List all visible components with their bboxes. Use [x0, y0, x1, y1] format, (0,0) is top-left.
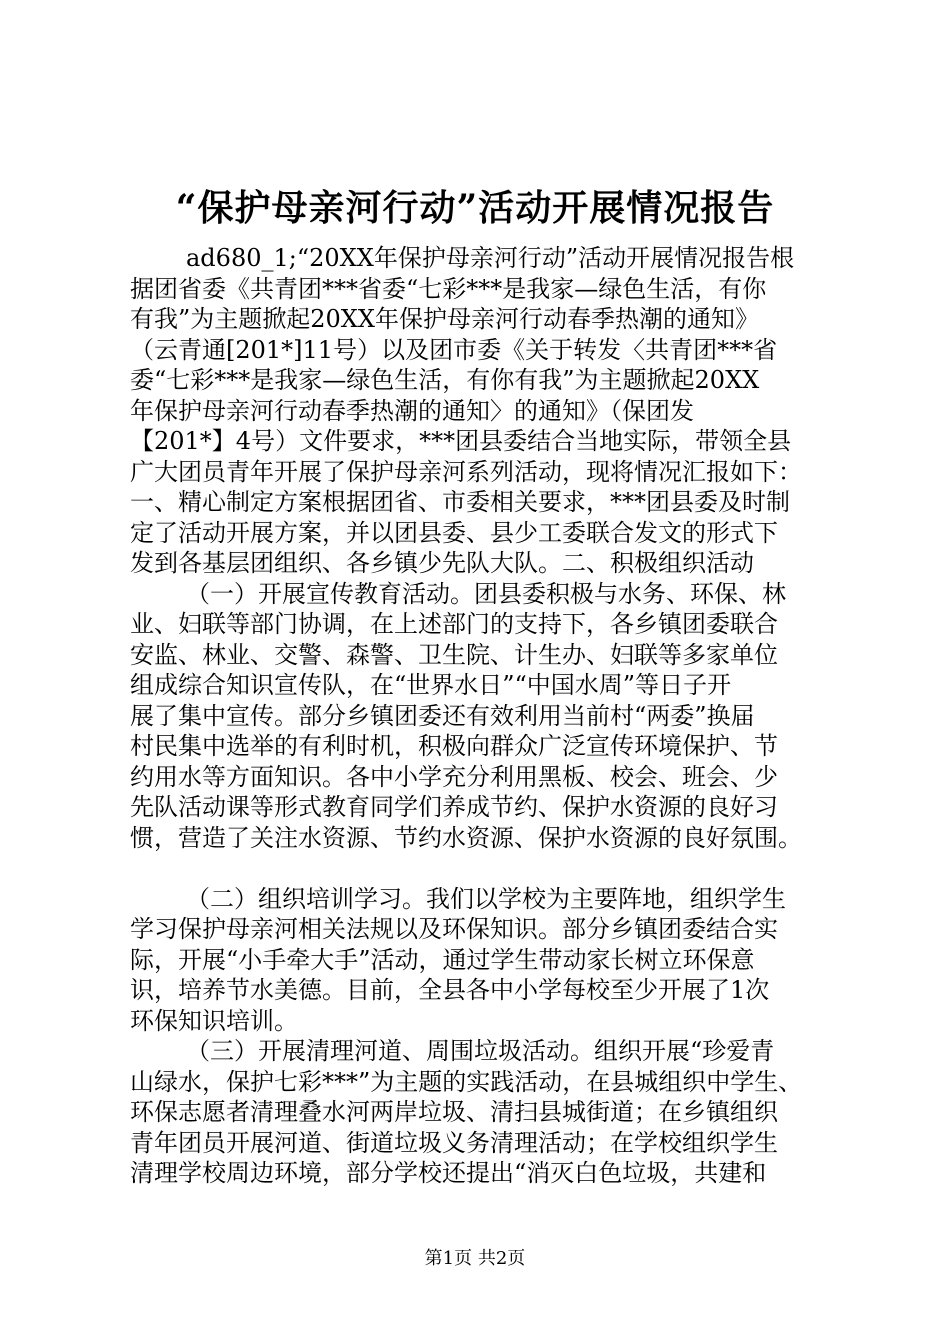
body-line: （三）开展清理河道、周围垃圾活动。组织开展“珍爱青 — [186, 1037, 775, 1065]
body-line: 组成综合知识宣传队，在“世界水日”“中国水周”等日子开 — [130, 671, 732, 699]
body-line: 学习保护母亲河相关法规以及环保知识。部分乡镇团委结合实 — [130, 915, 778, 943]
body-line: 先队活动课等形式教育同学们养成节约、保护水资源的良好习 — [130, 793, 778, 821]
body-line: 环保志愿者清理叠水河两岸垃圾、清扫县城街道；在乡镇组织 — [130, 1098, 778, 1126]
body-line: 山绿水，保护七彩***”为主题的实践活动，在县城组织中学生、 — [130, 1067, 803, 1096]
body-line: 际，开展“小手牵大手”活动，通过学生带动家长树立环保意 — [130, 945, 755, 974]
body-line: 环保知识培训。 — [130, 1006, 298, 1035]
body-line: 青年团员开展河道、街道垃圾义务清理活动；在学校组织学生 — [130, 1128, 778, 1157]
page-footer: 第1页 共2页 — [424, 1248, 526, 1269]
body-line: 清理学校周边环境，部分学校还提出“消灭白色垃圾，共建和 — [130, 1159, 767, 1187]
body-line: （二）组织培训学习。我们以学校为主要阵地，组织学生 — [186, 884, 786, 913]
document-body — [130, 243, 830, 1189]
body-line: 据团省委《共青团***省委“七彩***是我家—绿色生活，有你 — [130, 274, 767, 303]
body-line: 定了活动开展方案，并以团县委、县少工委联合发文的形式下 — [130, 518, 778, 547]
body-line: 业、妇联等部门协调，在上述部门的支持下，各乡镇团委联合 — [130, 610, 778, 638]
body-line: 有我”为主题掀起20XX年保护母亲河行动春季热潮的通知》 — [130, 305, 759, 333]
body-line: 广大团员青年开展了保护母亲河系列活动，现将情况汇报如下： — [130, 457, 802, 486]
body-line: 安监、林业、交警、森警、卫生院、计生办、妇联等多家单位 — [130, 640, 778, 669]
body-line: 一、精心制定方案根据团省、市委相关要求，***团县委及时制 — [130, 488, 790, 516]
document-title: “保护母亲河行动”活动开展情况报告 — [175, 187, 775, 229]
body-line: 年保护母亲河行动春季热潮的通知〉的通知》（保团发 — [130, 396, 694, 425]
blank-line — [130, 853, 830, 884]
body-line: （一）开展宣传教育活动。团县委积极与水务、环保、林 — [186, 579, 786, 608]
body-line: 发到各基层团组织、各乡镇少先队大队。二、积极组织活动 — [130, 549, 754, 577]
body-line: 展了集中宣传。部分乡镇团委还有效利用当前村“两委”换届 — [130, 701, 755, 730]
body-line: （云青通[201*]11号）以及团市委《关于转发〈共青团***省 — [130, 335, 778, 364]
body-line: ad680_1;“20XX年保护母亲河行动”活动开展情况报告根 — [186, 244, 795, 272]
body-line: 惯，营造了关注水资源、节约水资源、保护水资源的良好氛围。 — [130, 823, 802, 852]
body-line: 识，培养节水美德。目前，全县各中小学每校至少开展了1次 — [130, 976, 770, 1004]
body-line: 约用水等方面知识。各中小学充分利用黑板、校会、班会、少 — [130, 762, 778, 791]
body-line: 【201*】4号）文件要求，***团县委结合当地实际，带领全县 — [130, 427, 792, 455]
body-line: 村民集中选举的有利时机，积极向群众广泛宣传环境保护、节 — [130, 732, 778, 760]
body-line: 委“七彩***是我家—绿色生活，有你有我”为主题掀起20XX — [130, 366, 760, 394]
